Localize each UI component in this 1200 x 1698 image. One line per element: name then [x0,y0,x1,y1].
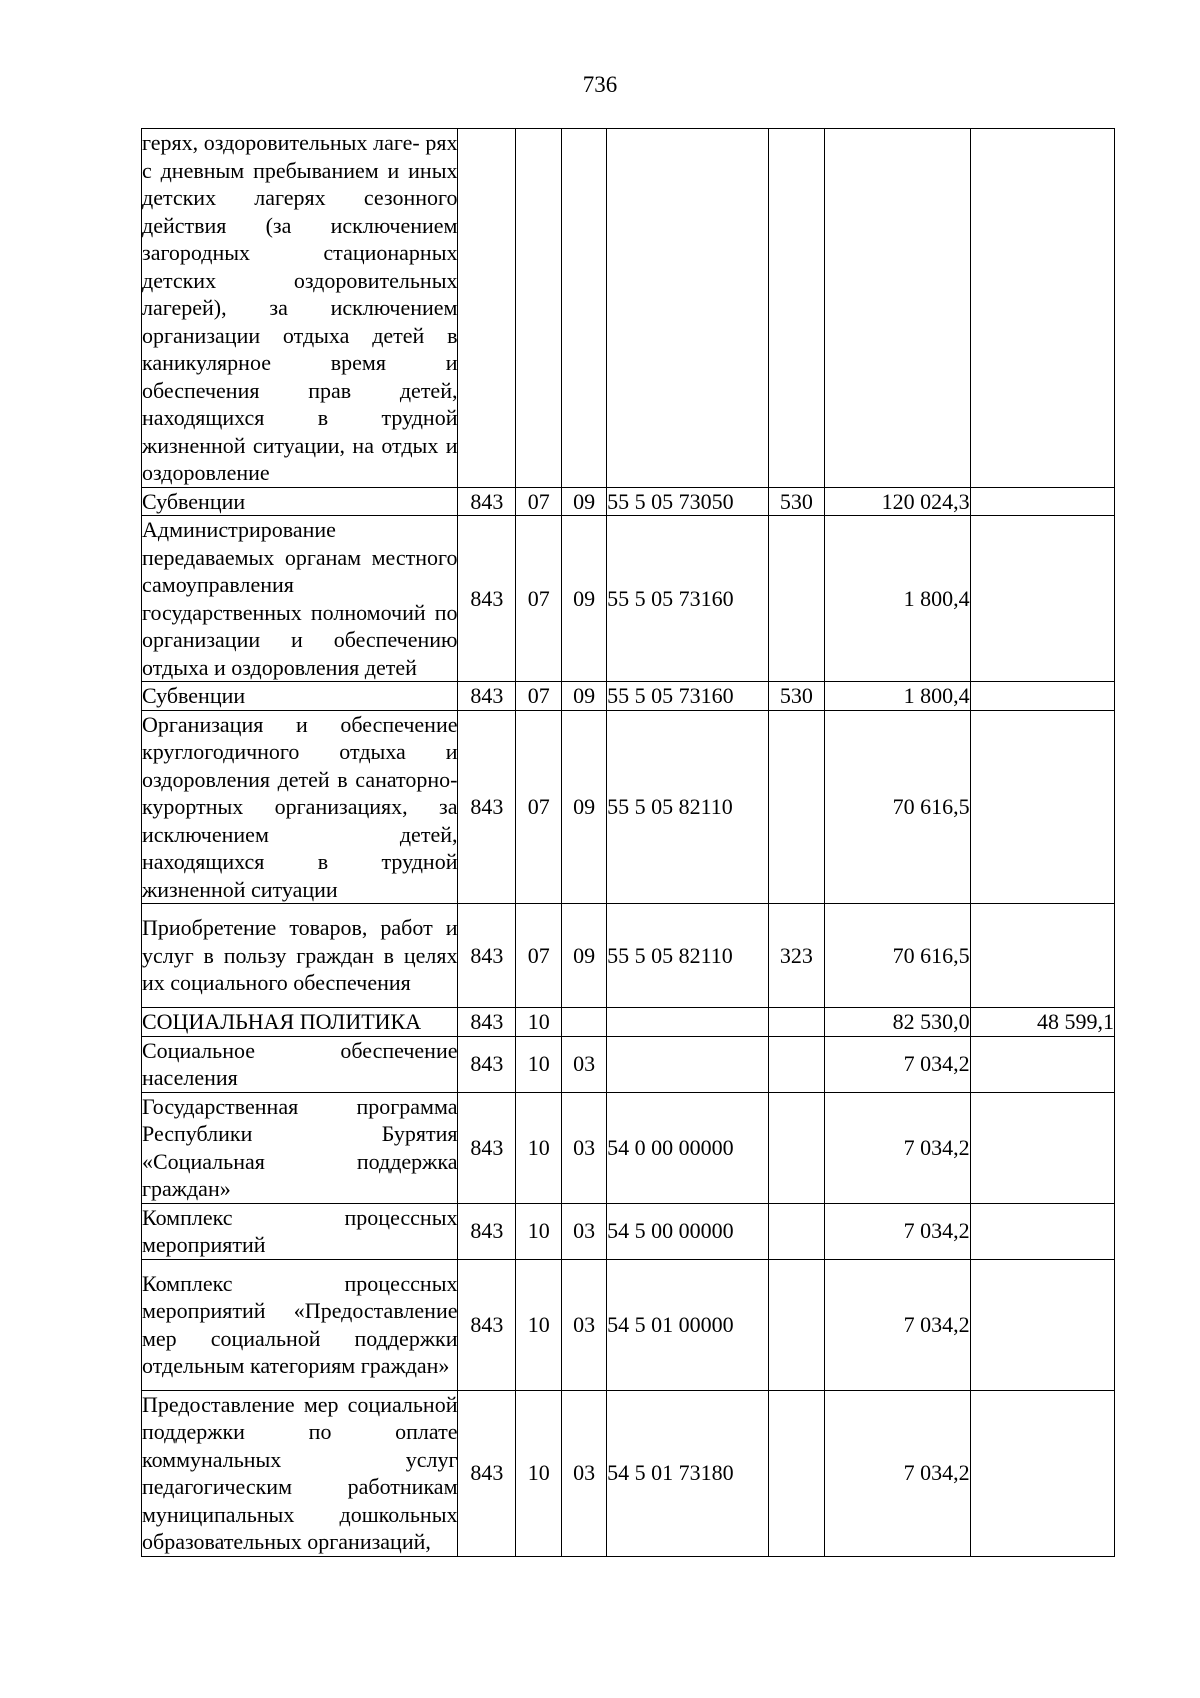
table-row [142,710,1115,904]
amount: 1 800,4 [825,516,970,682]
ved-code: 843 [458,1092,516,1203]
row-name: Организация и обеспечение круглогодичного отдыха и оздоровления детей в санаторно-курортных организациях, за исключением детей, находящихся в трудной жизненной ситуации [142,711,458,902]
target-article-code [607,1008,768,1037]
subsection-code: 09 [562,710,607,904]
table-row [142,1259,1115,1390]
expense-type-code: 530 [768,682,825,711]
amount-second [970,1092,1114,1203]
section-code: 10 [516,1203,562,1259]
table-row [142,1036,1115,1092]
ved-code: 843 [458,904,516,1008]
row-name: СОЦИАЛЬНАЯ ПОЛИТИКА [142,1008,458,1037]
section-code: 10 [516,1092,562,1203]
target-article-code [607,1036,768,1092]
table-row [142,1390,1115,1556]
ved-code: 843 [458,487,516,516]
target-article-code: 55 5 05 73050 [607,487,768,516]
amount-second [970,710,1114,904]
target-article-code: 54 5 01 73180 [607,1390,768,1556]
amount: 7 034,2 [825,1036,970,1092]
subsection-code: 03 [562,1390,607,1556]
subsection-code: 09 [562,904,607,1008]
row-name: Приобретение товаров, работ и услуг в пользу граждан в целях их социального обеспечения [142,904,458,1008]
table-row [142,129,1115,488]
budget-table [141,128,1115,1557]
amount: 70 616,5 [825,904,970,1008]
ved-code: 843 [458,1203,516,1259]
amount-second [970,129,1114,488]
table-row [142,1008,1115,1037]
subsection-code: 09 [562,682,607,711]
amount [825,129,970,488]
section-code: 10 [516,1390,562,1556]
amount: 7 034,2 [825,1259,970,1390]
section-code: 10 [516,1259,562,1390]
amount-second [970,904,1114,1008]
subsection-code [562,129,607,488]
ved-code: 843 [458,710,516,904]
table-row [142,904,1115,1008]
table-row [142,1092,1115,1203]
expense-type-code [768,1092,825,1203]
amount-second [970,682,1114,711]
amount: 7 034,2 [825,1203,970,1259]
expense-type-code [768,710,825,904]
amount-second: 48 599,1 [970,1008,1114,1037]
amount: 7 034,2 [825,1390,970,1556]
page-number: 736 [582,72,618,97]
expense-type-code [768,516,825,682]
amount: 7 034,2 [825,1092,970,1203]
row-name: Социальное обеспечение населения [142,1037,458,1090]
expense-type-code [768,1390,825,1556]
subsection-code: 09 [562,487,607,516]
amount-second [970,487,1114,516]
expense-type-code [768,1036,825,1092]
table-row [142,516,1115,682]
target-article-code: 55 5 05 73160 [607,516,768,682]
table-row [142,487,1115,516]
section-code: 10 [516,1008,562,1037]
subsection-code: 09 [562,516,607,682]
section-code: 10 [516,1036,562,1092]
expense-type-code [768,1259,825,1390]
ved-code: 843 [458,516,516,682]
row-name: Комплекс процессных мероприятий «Предоставление мер социальной поддержки отдельным категориям граждан» [142,1259,458,1390]
ved-code: 843 [458,1390,516,1556]
target-article-code: 55 5 05 82110 [607,710,768,904]
section-code: 07 [516,487,562,516]
subsection-code: 03 [562,1259,607,1390]
row-name: Предоставление мер социальной поддержки по оплате коммунальных услуг педагогическим работникам муниципальных дошкольных образовательных организаций, [142,1391,458,1554]
expense-type-code: 323 [768,904,825,1008]
table-row [142,682,1115,711]
section-code: 07 [516,516,562,682]
row-name: Субвенции [142,487,458,516]
expense-type-code: 530 [768,487,825,516]
ved-code: 843 [458,682,516,711]
target-article-code: 54 5 01 00000 [607,1259,768,1390]
amount-second [970,516,1114,682]
amount: 70 616,5 [825,710,970,904]
subsection-code: 03 [562,1036,607,1092]
target-article-code [607,129,768,488]
row-name: Государственная программа Республики Бурятия «Социальная поддержка граждан» [142,1093,458,1201]
target-article-code: 54 5 00 00000 [607,1203,768,1259]
section-code: 07 [516,904,562,1008]
amount-second [970,1203,1114,1259]
table-row [142,1203,1115,1259]
subsection-code: 03 [562,1203,607,1259]
expense-type-code [768,1008,825,1037]
amount: 82 530,0 [825,1008,970,1037]
ved-code: 843 [458,1259,516,1390]
section-code: 07 [516,682,562,711]
row-name: Администрирование передаваемых органам местного самоуправления государственных полномочий по организации и обеспечению отдыха и оздоровления детей [142,517,458,680]
ved-code: 843 [458,1036,516,1092]
target-article-code: 55 5 05 73160 [607,682,768,711]
amount-second [970,1259,1114,1390]
amount: 120 024,3 [825,487,970,516]
amount-second [970,1036,1114,1092]
subsection-code [562,1008,607,1037]
target-article-code: 55 5 05 82110 [607,904,768,1008]
ved-code: 843 [458,1008,516,1037]
row-name: герях, оздоровительных лаге- рях с дневным пребыванием и иных детских лагерях сезонного действия (за исключением загородных стационарных детских оздоровительных лагерей), за исключением организации отдыха детей в каникулярное время и обеспечения прав детей, находящихся в трудной жизненной ситуации, на отдых и оздоровление [142,130,458,485]
ved-code [458,129,516,488]
expense-type-code [768,129,825,488]
expense-type-code [768,1203,825,1259]
section-code: 07 [516,710,562,904]
row-name: Комплекс процессных мероприятий [142,1204,458,1257]
subsection-code: 03 [562,1092,607,1203]
amount: 1 800,4 [825,682,970,711]
target-article-code: 54 0 00 00000 [607,1092,768,1203]
amount-second [970,1390,1114,1556]
section-code [516,129,562,488]
row-name: Субвенции [142,682,458,711]
